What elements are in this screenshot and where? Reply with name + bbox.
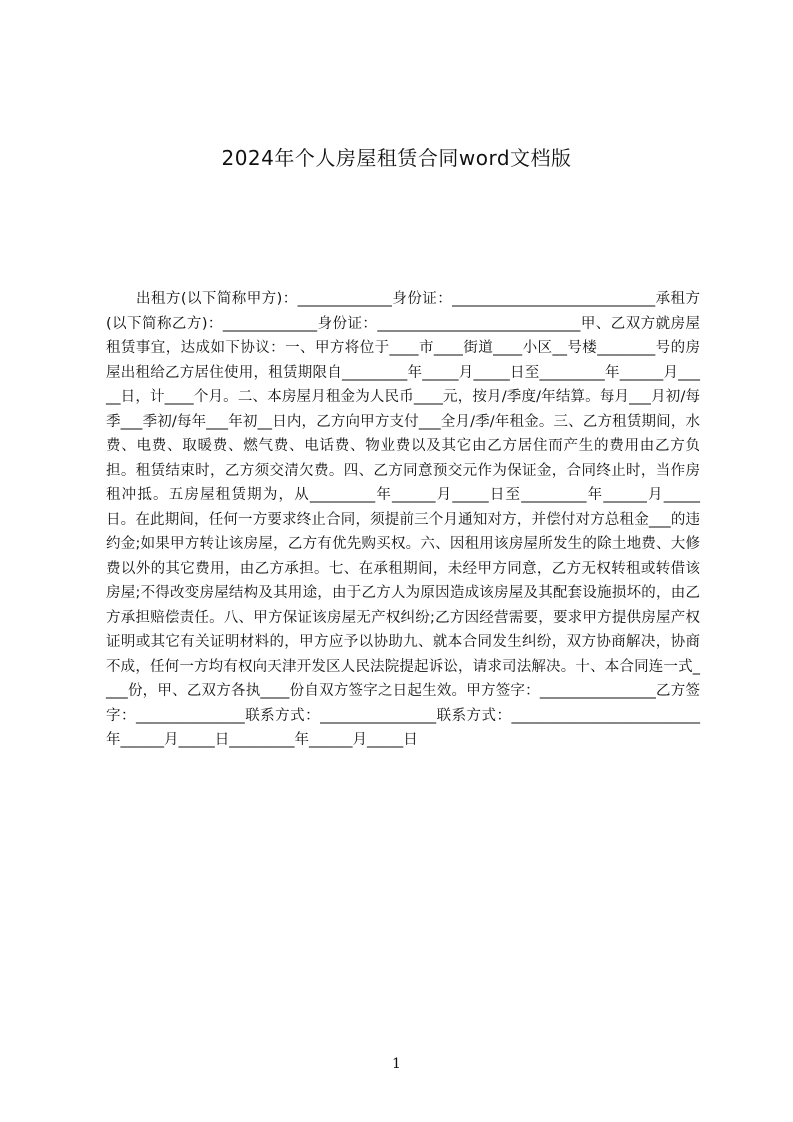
page-number: 1 xyxy=(392,1056,401,1072)
contract-body: 出租方(以下简称甲方)：_____________身份证：____________________________承租方(以下简称乙方)：_____________身份证：____________________________甲、乙双方就房屋租赁事宜，达成如下协议：一、甲方将位于____市____街道____小区__号楼________号的房屋出租给乙方居住使用，租赁期限自_________年_____月_____日至_________年______月_____日，计____个月。二、本房屋月租金为人民币____元，按月/季度/年结算。每月___月初/每季___季初/每年___年初__日内，乙方向甲方支付___全月/季/年租金。三、乙方租赁期间，水费、电费、取暖费、燃气费、电话费、物业费以及其它由乙方居住而产生的费用由乙方负担。租赁结束时，乙方须交清欠费。四、乙方同意预交元作为保证金，合同终止时，当作房租冲抵。五房屋租赁期为，从_________年______月_____日至_________年______月_____日。在此期间，任何一方要求终止合同，须提前三个月通知对方，并偿付对方总租金___的违约金;如果甲方转让该房屋，乙方有优先购买权。六、因租用该房屋所发生的除土地费、大修费以外的其它费用，由乙方承担。七、在承租期间，未经甲方同意，乙方无权转租或转借该房屋;不得改变房屋结构及其用途，由于乙方人为原因造成该房屋及其配套设施损坏的，由乙方承担赔偿责任。八、甲方保证该房屋无产权纠纷;乙方因经营需要，要求甲方提供房屋产权证明或其它有关证明材料的，甲方应予以协助九、就本合同发生纠纷，双方协商解决，协商不成，任何一方均有权向天津开发区人民法院提起诉讼，请求司法解决。十、本合同连一式____份，甲、乙双方各执____份自双方签字之日起生效。甲方签字：________________乙方签字：_______________联系方式：________________联系方式：__________________________年______月_____日_________年______月_____日 xyxy=(106,291,700,748)
document-title: 2024年个人房屋租赁合同word文档版 xyxy=(221,146,572,170)
